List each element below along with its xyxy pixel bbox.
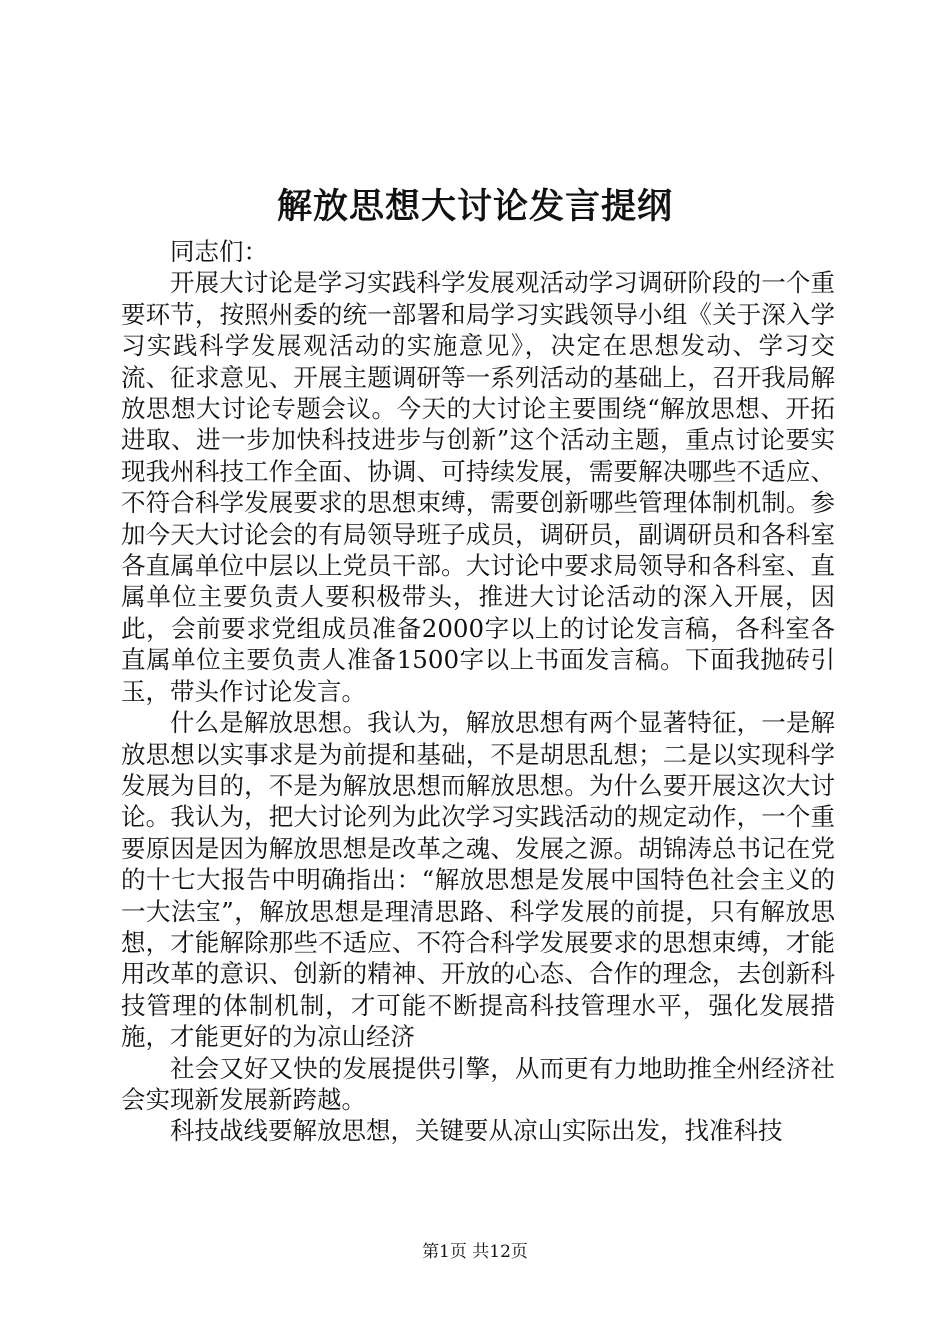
greeting: 同志们： [170, 237, 268, 266]
paragraph: 科技战线要解放思想，关键要从凉山实际出发，找准科技 [170, 1116, 783, 1146]
document-title: 解放思想大讨论发言提纲 [276, 186, 673, 227]
document-body [121, 236, 835, 1147]
page-footer: 第1页 共12页 [422, 1242, 528, 1262]
paragraph: 社会又好又快的发展提供引擎，从而更有力地助推全州经济社会实现新发展新跨越。 [121, 1053, 835, 1114]
paragraph: 开展大讨论是学习实践科学发展观活动学习调研阶段的一个重要环节，按照州委的统一部署和局学习实践领导小组《关于深入学习实践科学发展观活动的实施意见》，决定在思想发动、学习交流、征求意见、开展主题调研等一系列活动的基础上，召开我局解放思想大讨论专题会议。今天的大讨论主要围绕“解放思想、开拓进取、进一步加快科技进步与创新”这个活动主题，重点讨论要实现我州科技工作全面、协调、可持续发展，需要解决哪些不适应、不符合科学发展要求的思想束缚，需要创新哪些管理体制机制。参加今天大讨论会的有局领导班子成员，调研员，副调研员和各科室各直属单位中层以上党员干部。大讨论中要求局领导和各科室、直属单位主要负责人要积极带头，推进大讨论活动的深入开展，因此，会前要求党组成员准备2000字以上的讨论发言稿，各科室各直属单位主要负责人准备1500字以上书面发言稿。下面我抛砖引玉，带头作讨论发言。 [121, 268, 835, 706]
paragraph: 什么是解放思想。我认为，解放思想有两个显著特征，一是解放思想以实事求是为前提和基础，不是胡思乱想；二是以实现科学发展为目的，不是为解放思想而解放思想。为什么要开展这次大讨论。我认为，把大讨论列为此次学习实践活动的规定动作，一个重要原因是因为解放思想是改革之魂、发展之源。胡锦涛总书记在党的十七大报告中明确指出：“解放思想是发展中国特色社会主义的一大法宝”，解放思想是理清思路、科学发展的前提，只有解放思想，才能解除那些不适应、不符合科学发展要求的思想束缚，才能用改革的意识、创新的精神、开放的心态、合作的理念，去创新科技管理的体制机制，才可能不断提高科技管理水平，强化发展措施，才能更好的为凉山经济 [121, 708, 835, 1052]
